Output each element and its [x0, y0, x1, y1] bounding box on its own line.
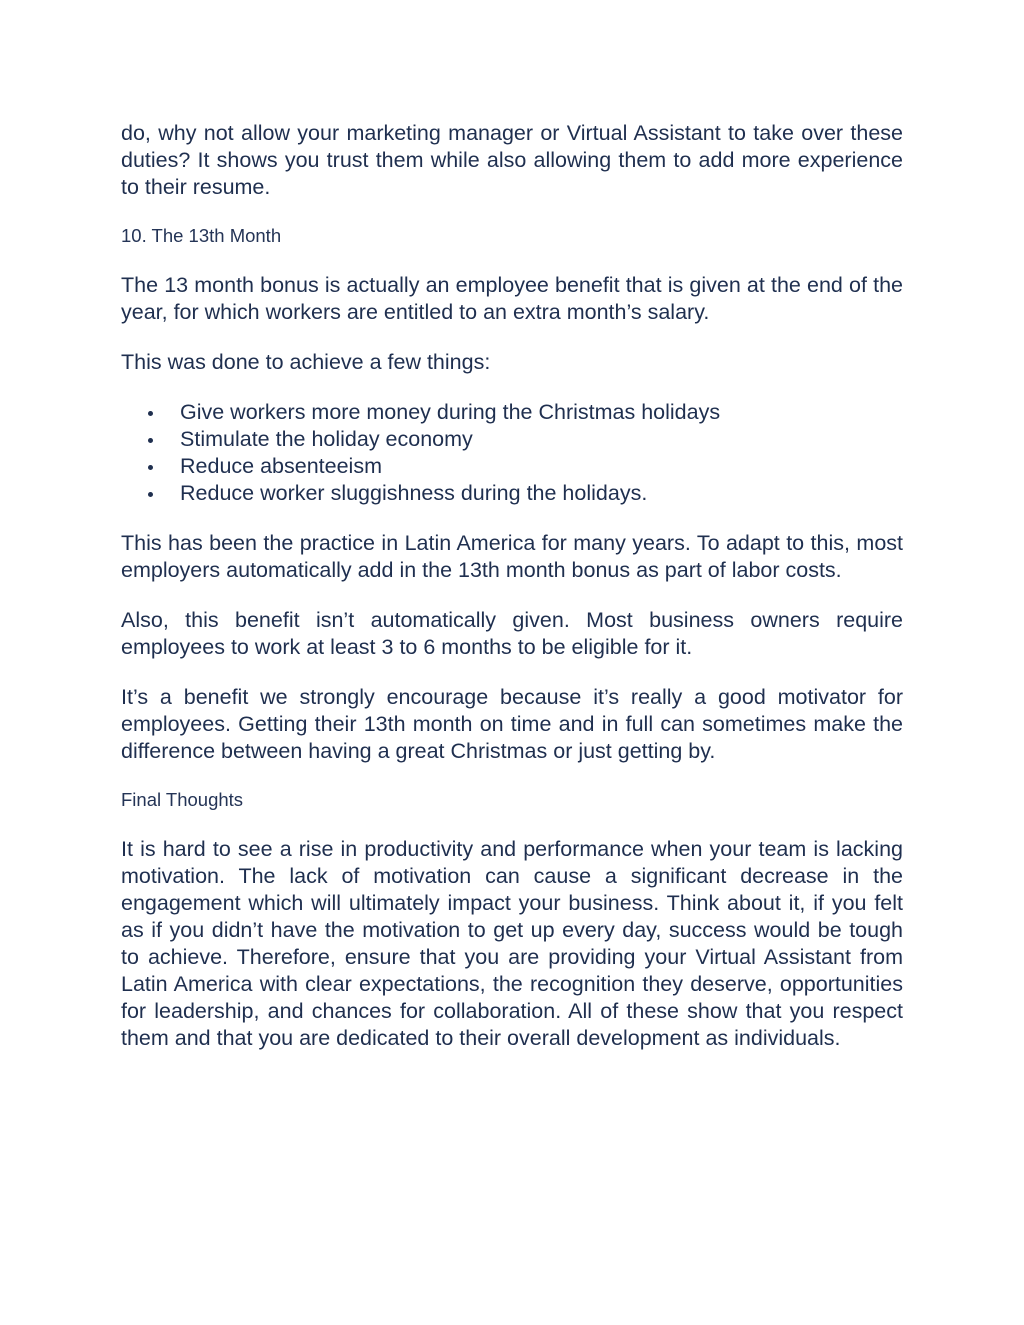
paragraph-latin-america-practice: This has been the practice in Latin America for many years. To adapt to this, most employers automatically add in the 13th month bonus as part of labor costs. — [121, 531, 903, 582]
bullet-icon — [148, 411, 153, 416]
bullet-icon — [148, 438, 153, 443]
paragraph-13-month-bonus: The 13 month bonus is actually an employee benefit that is given at the end of the year, for which workers are entitled to an extra month’s salary. — [121, 273, 903, 324]
paragraph-motivator: It’s a benefit we strongly encourage because it’s really a good motivator for employees. Getting their 13th month on time and in full can sometimes make the difference between having a great Christmas or just getting by. — [121, 685, 903, 763]
list-item — [121, 453, 903, 480]
intro-paragraph: do, why not allow your marketing manager or Virtual Assistant to take over these duties? It shows you trust them while also allowing them to add more experience to their resume. — [121, 121, 903, 199]
paragraph-eligibility: Also, this benefit isn’t automatically given. Most business owners require employees to work at least 3 to 6 months to be eligible for it. — [121, 608, 903, 659]
section-heading-final-thoughts: Final Thoughts — [121, 789, 244, 810]
bullet-icon — [148, 465, 153, 470]
bullet-list — [121, 399, 903, 507]
document-page — [121, 120, 903, 1075]
list-item-text: Reduce worker sluggishness during the holidays. — [180, 481, 648, 505]
section-heading-13th-month: 10. The 13th Month — [121, 225, 282, 246]
paragraph-final-thoughts: It is hard to see a rise in productivity and performance when your team is lacking motivation. The lack of motivation can cause a significant decrease in the engagement which will ultimately impact your business. Think about it, if you felt as if you didn’t have the motivation to get up every day, success would be tough to achieve. Therefore, ensure that you are providing your Virtual Assistant from Latin America with clear expectations, the recognition they deserve, opportunities for leadership, and chances for collaboration. All of these show that you respect them and that you are dedicated to their overall development as individuals. — [121, 837, 903, 1050]
list-item — [121, 399, 903, 426]
bullet-icon — [148, 492, 153, 497]
list-item-text: Stimulate the holiday economy — [180, 427, 473, 451]
list-item-text: Reduce absenteeism — [180, 454, 382, 478]
list-item — [121, 480, 903, 507]
list-item-text: Give workers more money during the Christmas holidays — [180, 400, 721, 424]
list-item — [121, 426, 903, 453]
paragraph-goals-intro: This was done to achieve a few things: — [121, 350, 491, 374]
